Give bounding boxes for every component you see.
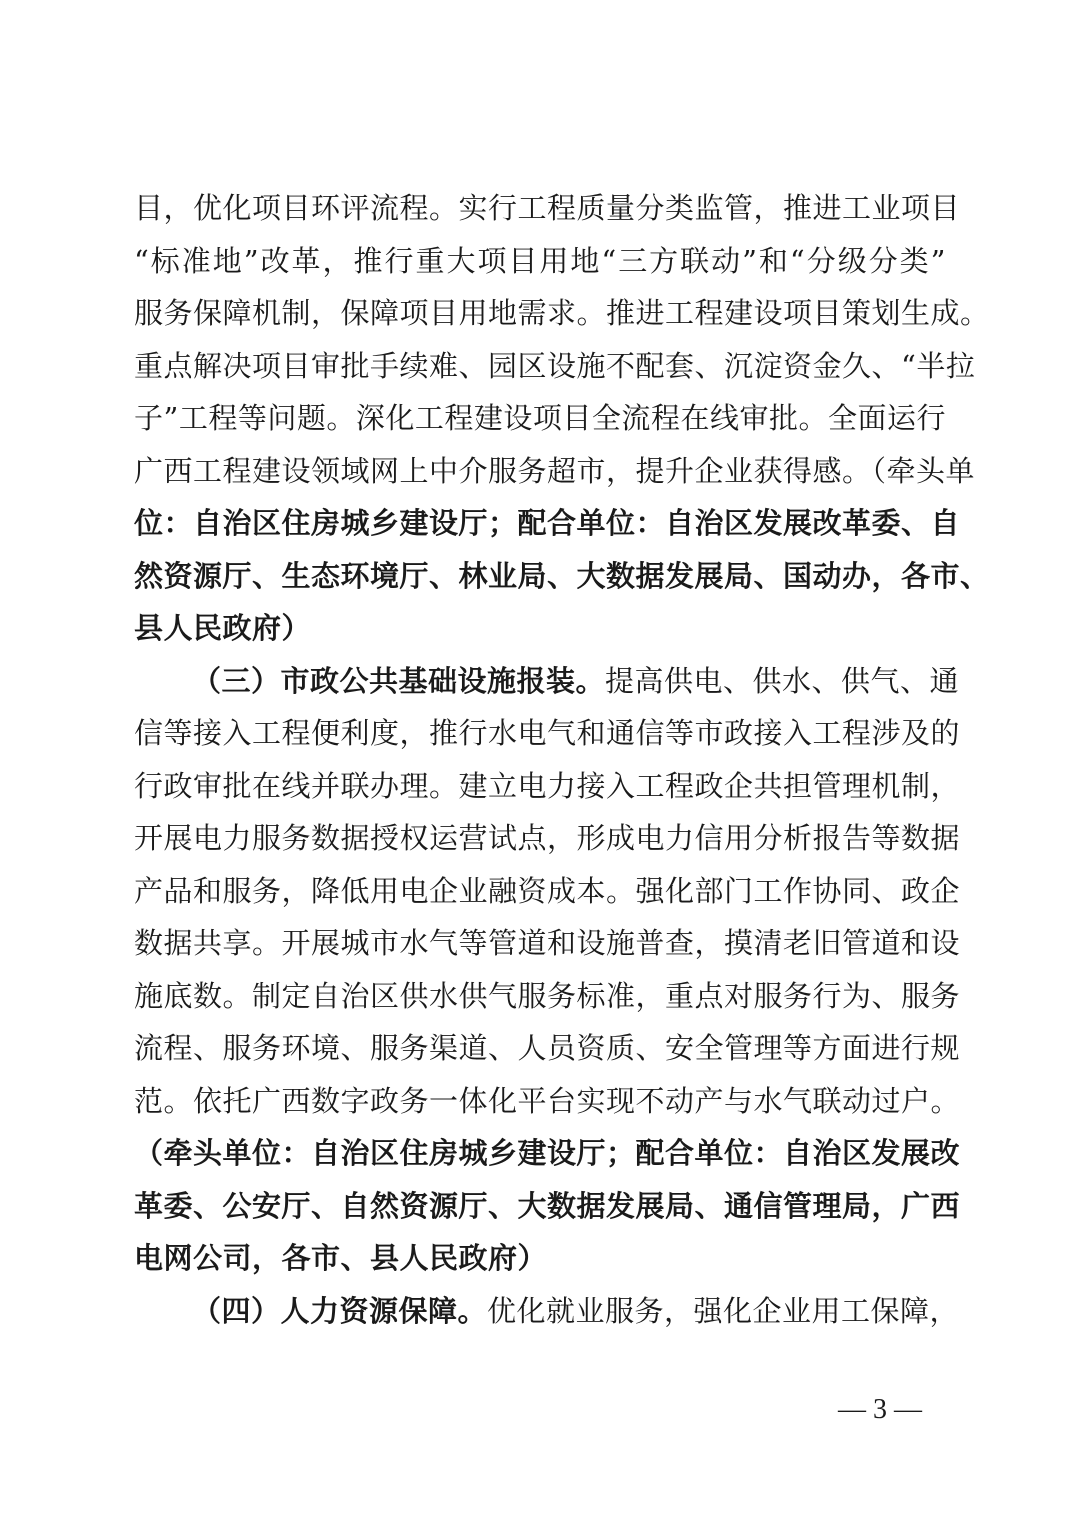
body-line: 产品和服务，降低用电企业融资成本。强化部门工作协同、政企 [134,873,961,908]
document-body [134,182,990,1337]
body-line: 广西工程建设领域网上中介服务超市，提升企业获得感。（牵头单 [134,453,976,488]
body-line: 行政审批在线并联办理。建立电力接入工程政企共担管理机制， [134,768,961,803]
responsibility-line: 县人民政府） [134,611,312,645]
section-4-first-line [134,1285,960,1338]
responsibility-line: （牵头单位：自治区住房城乡建设厅；配合单位：自治区发展改 [134,1136,961,1170]
section-3-heading: （三）市政公共基础设施报装。 [192,663,606,698]
page-number: — 3 — [838,1394,922,1425]
section-3-first-line-rest: 提高供电、供水、供气、通 [605,663,960,698]
body-line: “标准地”改革，推行重大项目用地“三方联动”和“分级分类” [134,243,946,278]
body-line: 子”工程等问题。深化工程建设项目全流程在线审批。全面运行 [134,401,946,435]
body-line: 重点解决项目审批手续难、园区设施不配套、沉淀资金久、“半拉 [134,348,976,383]
section-4-first-line-rest: 优化就业服务，强化企业用工保障， [487,1293,960,1328]
responsibility-line: 电网公司，各市、县人民政府） [134,1241,548,1275]
responsibility-line: 位：自治区住房城乡建设厅；配合单位：自治区发展改革委、自 [134,506,961,540]
body-line: 施底数。制定自治区供水供气服务标准，重点对服务行为、服务 [134,978,961,1013]
body-line: 信等接入工程便利度，推行水电气和通信等市政接入工程涉及的 [134,716,961,750]
body-line: 目，优化项目环评流程。实行工程质量分类监管，推进工业项目 [134,191,961,225]
body-line: 服务保障机制，保障项目用地需求。推进工程建设项目策划生成。 [134,296,990,330]
section-4-heading: （四）人力资源保障。 [192,1293,488,1328]
responsibility-line: 然资源厅、生态环境厅、林业局、大数据发展局、国动办，各市、 [134,558,990,593]
responsibility-line: 革委、公安厅、自然资源厅、大数据发展局、通信管理局，广西 [134,1188,961,1223]
section-3-first-line [134,655,960,708]
body-line: 开展电力服务数据授权运营试点，形成电力信用分析报告等数据 [134,821,961,855]
body-line: 流程、服务环境、服务渠道、人员资质、安全管理等方面进行规 [134,1031,961,1065]
body-line: 范。依托广西数字政务一体化平台实现不动产与水气联动过户。 [134,1083,961,1118]
body-line: 数据共享。开展城市水气等管道和设施普查，摸清老旧管道和设 [134,926,961,960]
